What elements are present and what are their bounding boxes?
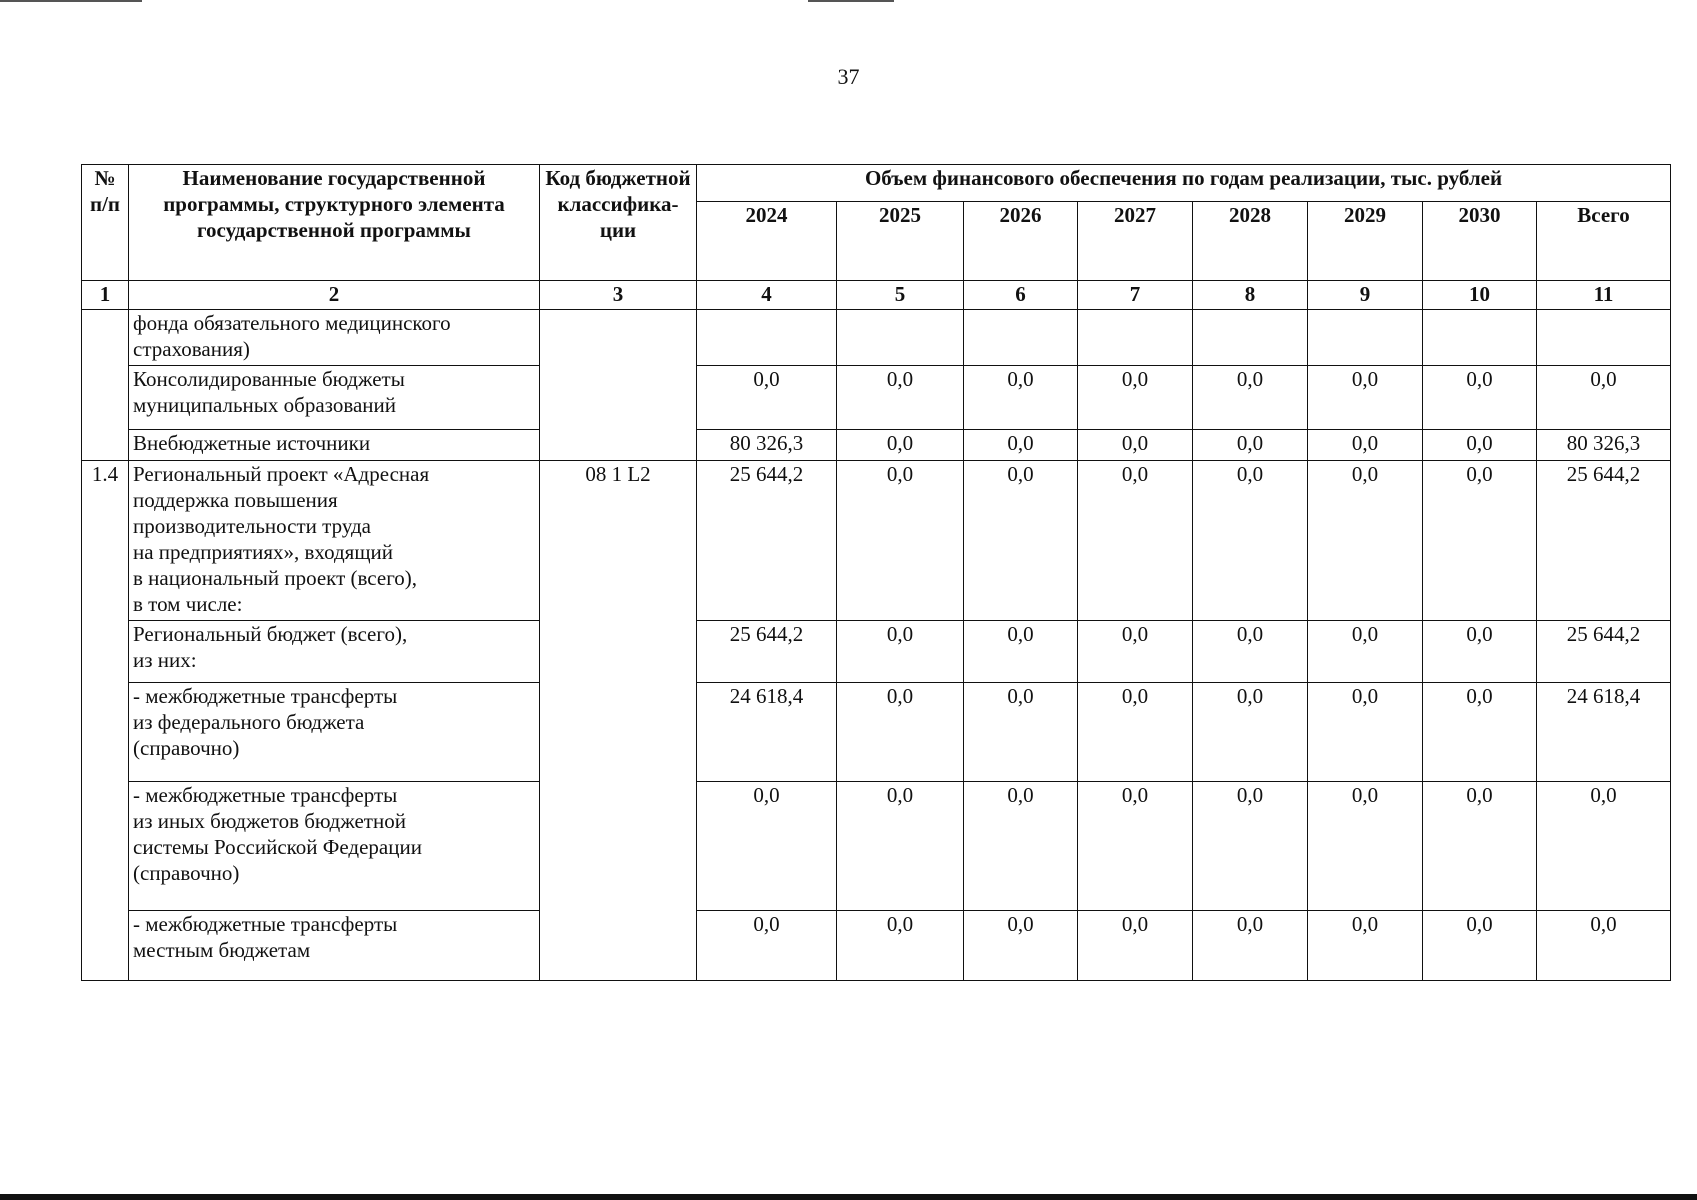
table-row bbox=[82, 782, 1671, 911]
row-value: 25 644,2 bbox=[697, 621, 837, 683]
row-value: 0,0 bbox=[964, 683, 1078, 782]
row-value: 0,0 bbox=[1078, 461, 1193, 621]
row-name: фонда обязательного медицинского страхования) bbox=[129, 310, 540, 366]
row-num: 1.4 bbox=[82, 461, 129, 981]
header-name: Наименование государственной программы, структурного элемента государственной программы bbox=[129, 165, 540, 281]
row-value: 0,0 bbox=[1193, 782, 1308, 911]
header-year: 2024 bbox=[697, 202, 837, 281]
row-value: 0,0 bbox=[1308, 430, 1423, 461]
row-value: 0,0 bbox=[1193, 621, 1308, 683]
row-name: - межбюджетные трансферты местным бюджетам bbox=[129, 911, 540, 981]
header-year: 2025 bbox=[837, 202, 964, 281]
row-value: 0,0 bbox=[964, 461, 1078, 621]
row-value: 25 644,2 bbox=[697, 461, 837, 621]
row-name: Региональный бюджет (всего), из них: bbox=[129, 621, 540, 683]
row-value: 0,0 bbox=[1537, 366, 1671, 430]
row-value bbox=[697, 310, 837, 366]
row-value: 0,0 bbox=[1078, 782, 1193, 911]
column-number: 9 bbox=[1308, 281, 1423, 310]
row-value: 0,0 bbox=[1308, 683, 1423, 782]
row-value bbox=[1308, 310, 1423, 366]
financing-table bbox=[81, 164, 1671, 981]
scan-edge-line bbox=[0, 1194, 1697, 1200]
header-year: 2027 bbox=[1078, 202, 1193, 281]
column-number: 11 bbox=[1537, 281, 1671, 310]
row-value: 0,0 bbox=[964, 621, 1078, 683]
scan-edge-line bbox=[808, 0, 894, 2]
row-value: 24 618,4 bbox=[697, 683, 837, 782]
row-value: 0,0 bbox=[1078, 366, 1193, 430]
row-name: Консолидированные бюджеты муниципальных образований bbox=[129, 366, 540, 430]
row-name: - межбюджетные трансферты из иных бюджетов бюджетной системы Российской Федерации (справочно) bbox=[129, 782, 540, 911]
row-value bbox=[1078, 310, 1193, 366]
row-value: 0,0 bbox=[1078, 621, 1193, 683]
row-value bbox=[1193, 310, 1308, 366]
header-code: Код бюджетной классифика-ции bbox=[540, 165, 697, 281]
row-value: 0,0 bbox=[964, 430, 1078, 461]
header-volume: Объем финансового обеспечения по годам реализации, тыс. рублей bbox=[697, 165, 1671, 202]
row-value: 0,0 bbox=[837, 430, 964, 461]
row-value: 0,0 bbox=[1308, 621, 1423, 683]
row-value: 25 644,2 bbox=[1537, 621, 1671, 683]
row-value: 0,0 bbox=[837, 366, 964, 430]
row-name: Внебюджетные источники bbox=[129, 430, 540, 461]
row-value: 0,0 bbox=[1537, 911, 1671, 981]
scan-edge-line bbox=[0, 0, 142, 2]
row-value: 0,0 bbox=[1308, 782, 1423, 911]
table-row bbox=[82, 430, 1671, 461]
row-value: 0,0 bbox=[697, 911, 837, 981]
row-num bbox=[82, 310, 129, 461]
row-value: 0,0 bbox=[1308, 366, 1423, 430]
row-value: 0,0 bbox=[697, 782, 837, 911]
row-value: 0,0 bbox=[964, 366, 1078, 430]
row-value: 24 618,4 bbox=[1537, 683, 1671, 782]
column-number: 10 bbox=[1423, 281, 1537, 310]
row-value: 0,0 bbox=[1193, 911, 1308, 981]
header-total: Всего bbox=[1537, 202, 1671, 281]
header-year: 2029 bbox=[1308, 202, 1423, 281]
header-num: № п/п bbox=[82, 165, 129, 281]
row-value: 0,0 bbox=[1423, 430, 1537, 461]
column-number: 1 bbox=[82, 281, 129, 310]
row-value: 0,0 bbox=[697, 366, 837, 430]
column-number: 8 bbox=[1193, 281, 1308, 310]
row-value bbox=[837, 310, 964, 366]
table-row bbox=[82, 621, 1671, 683]
row-value: 0,0 bbox=[964, 782, 1078, 911]
header-year: 2030 bbox=[1423, 202, 1537, 281]
row-value bbox=[964, 310, 1078, 366]
row-value: 0,0 bbox=[1308, 911, 1423, 981]
table-row bbox=[82, 461, 1671, 621]
row-value: 0,0 bbox=[1078, 683, 1193, 782]
row-value: 0,0 bbox=[837, 683, 964, 782]
row-value: 0,0 bbox=[837, 621, 964, 683]
row-value: 80 326,3 bbox=[697, 430, 837, 461]
column-number: 6 bbox=[964, 281, 1078, 310]
row-value: 0,0 bbox=[1423, 366, 1537, 430]
row-value: 80 326,3 bbox=[1537, 430, 1671, 461]
row-value: 0,0 bbox=[1193, 430, 1308, 461]
row-value: 0,0 bbox=[1193, 683, 1308, 782]
header-year: 2028 bbox=[1193, 202, 1308, 281]
row-name: - межбюджетные трансферты из федерального бюджета (справочно) bbox=[129, 683, 540, 782]
row-name: Региональный проект «Адресная поддержка повышения производительности труда на предприятиях», входящий в национальный проект (всего), в том числе: bbox=[129, 461, 540, 621]
header-year: 2026 bbox=[964, 202, 1078, 281]
row-value: 0,0 bbox=[1423, 461, 1537, 621]
row-value: 0,0 bbox=[837, 782, 964, 911]
table-row bbox=[82, 310, 1671, 366]
row-value: 0,0 bbox=[837, 911, 964, 981]
row-value: 0,0 bbox=[1423, 683, 1537, 782]
table-row bbox=[82, 911, 1671, 981]
row-value: 0,0 bbox=[1078, 911, 1193, 981]
row-value: 0,0 bbox=[1423, 782, 1537, 911]
column-number: 4 bbox=[697, 281, 837, 310]
row-value bbox=[1537, 310, 1671, 366]
page-number: 37 bbox=[837, 64, 860, 89]
row-value: 0,0 bbox=[1308, 461, 1423, 621]
row-code: 08 1 L2 bbox=[540, 461, 697, 981]
row-value bbox=[1423, 310, 1537, 366]
column-number: 5 bbox=[837, 281, 964, 310]
table-row bbox=[82, 683, 1671, 782]
table-row bbox=[82, 366, 1671, 430]
row-code bbox=[540, 310, 697, 461]
row-value: 0,0 bbox=[1193, 366, 1308, 430]
row-value: 0,0 bbox=[1078, 430, 1193, 461]
column-number: 2 bbox=[129, 281, 540, 310]
column-number: 7 bbox=[1078, 281, 1193, 310]
row-value: 0,0 bbox=[964, 911, 1078, 981]
row-value: 0,0 bbox=[1537, 782, 1671, 911]
column-number: 3 bbox=[540, 281, 697, 310]
row-value: 0,0 bbox=[837, 461, 964, 621]
row-value: 0,0 bbox=[1193, 461, 1308, 621]
row-value: 0,0 bbox=[1423, 911, 1537, 981]
row-value: 25 644,2 bbox=[1537, 461, 1671, 621]
row-value: 0,0 bbox=[1423, 621, 1537, 683]
